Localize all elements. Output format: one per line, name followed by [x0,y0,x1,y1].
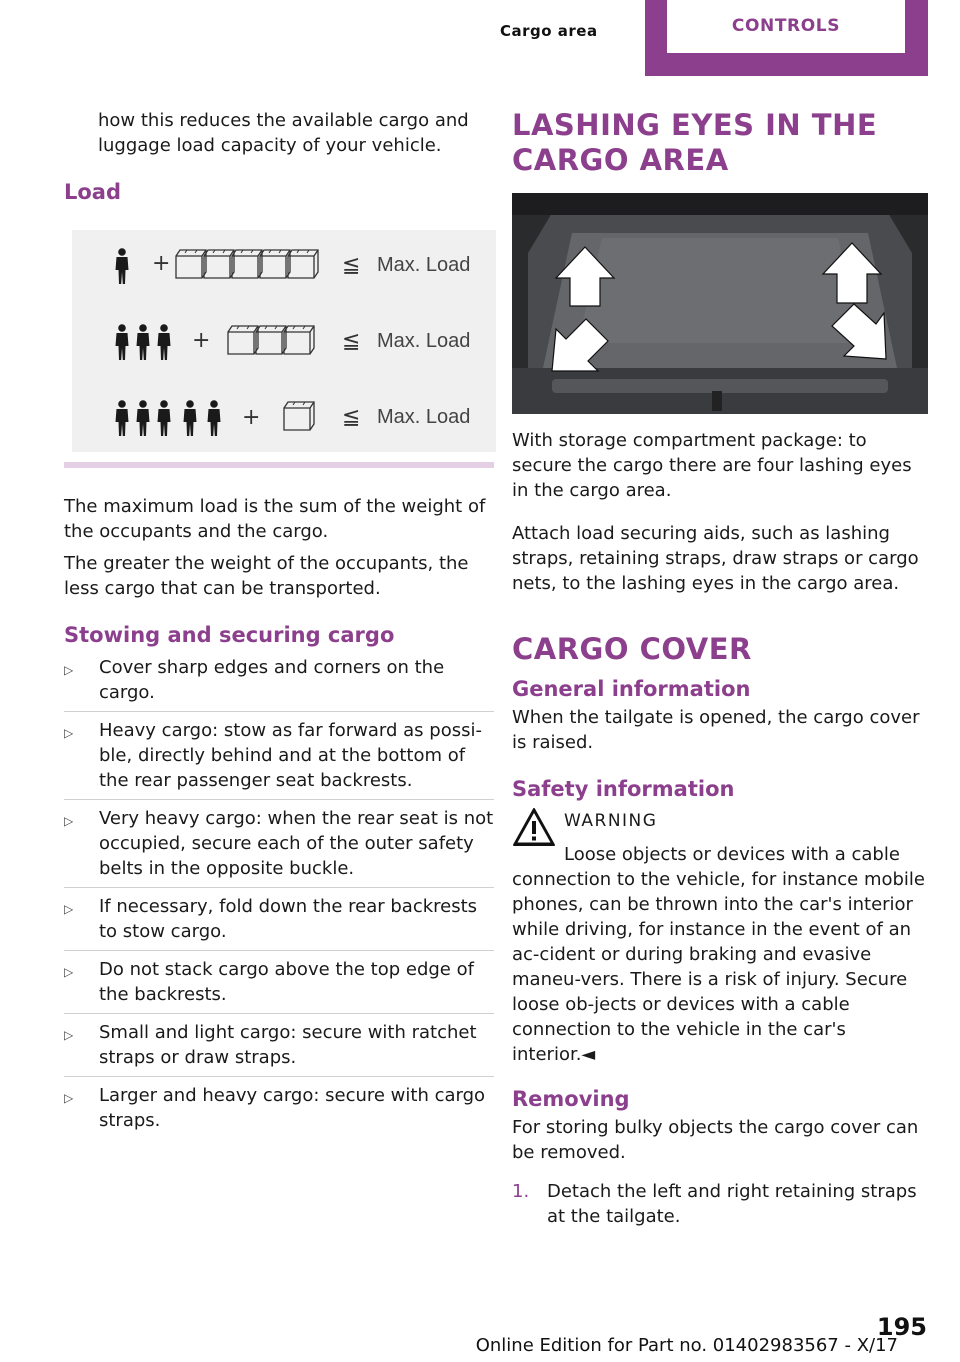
general-information-paragraph: When the tailgate is opened, the cargo cover is raised. [512,707,920,753]
triangle-bullet-icon: ▷ [64,726,74,740]
page-number: 195 [876,1313,927,1341]
warning-triangle-icon [512,807,556,847]
stowing-list [64,655,494,1139]
luggage-icon [232,250,262,278]
load-paragraph-2: The greater the weight of the occupants, the less cargo that can be transported. [64,553,469,599]
footer-edition: Online Edition for Part no. 01402983567 - X/17 [475,1335,898,1356]
svg-text:+: + [192,328,211,353]
row1-label: Max. Load [377,254,471,276]
row3-label: Max. Load [377,406,471,428]
warning-block [512,809,928,1067]
lashing-eyes-heading: LASHING EYES IN THE CARGO AREA [512,108,878,177]
person-icon [208,400,221,436]
triangle-bullet-icon: ▷ [64,663,74,677]
luggage-icon [284,326,314,354]
list-item: ▷ If necessary, fold down the rear backrests to stow cargo. [64,894,494,951]
person-icon [158,400,171,436]
max-load-diagram [72,230,496,452]
svg-text:+: + [152,251,171,276]
cargo-cover-heading: CARGO COVER [512,632,752,666]
stowing-heading: Stowing and securing cargo [64,623,395,647]
list-item: ▷ Heavy cargo: stow as far forward as possi‐ble, directly behind and at the bottom of the rear passenger seat backrests. [64,718,494,800]
header-chapter-tab [645,0,928,76]
warning-title: WARNING [564,811,658,831]
cargo-area-photo [512,193,928,414]
warning-text: Loose objects or devices with a cable connection to the vehicle, for instance mobile phones, can be thrown into the car's interior while driving, for instance in the event of an ac‐cident or during braking and evasive maneu‐vers. There is a risk of injury. Secure loose ob‐jects or devices with a cable connection to the vehicle in the car's interior.◄ [512,844,925,1065]
triangle-bullet-icon: ▷ [64,1028,74,1042]
row-2 [116,324,471,360]
left-column [64,108,494,1145]
step-number: 1. [512,1181,530,1202]
lashing-paragraph-2: Attach load securing aids, such as lashing straps, retaining straps, draw straps or cargo nets, to the lashing eyes in the cargo area. [512,523,919,594]
list-item: ▷ Larger and heavy cargo: secure with cargo straps. [64,1085,486,1131]
triangle-bullet-icon: ▷ [64,1091,74,1105]
svg-text:≦: ≦ [342,253,361,278]
header-section-tab: Cargo area [500,22,598,40]
figure-divider [64,462,494,468]
lashing-paragraph-1: With storage compartment package: to secure the cargo there are four lashing eyes in the cargo area. [512,430,912,501]
person-icon [116,400,129,436]
removing-paragraph: For storing bulky objects the cargo cover can be removed. [512,1117,919,1163]
luggage-icon [256,326,286,354]
triangle-bullet-icon: ▷ [64,902,74,916]
removing-steps [512,1179,928,1229]
safety-information-heading: Safety information [512,777,735,801]
svg-text:≦: ≦ [342,329,361,354]
person-icon [116,324,129,360]
person-icon [116,248,129,284]
luggage-icon [176,250,206,278]
luggage-icon [204,250,234,278]
row2-label: Max. Load [377,330,471,352]
max-load-figure [72,230,496,452]
person-icon [137,324,150,360]
triangle-bullet-icon: ▷ [64,814,74,828]
luggage-icon [228,326,258,354]
luggage-icon [288,250,318,278]
luggage-icon [284,402,314,430]
header-chapter-label: CONTROLS [667,0,905,53]
luggage-icon [260,250,290,278]
load-paragraph-1: The maximum load is the sum of the weight of the occupants and the cargo. [64,496,486,542]
list-item: 1. Detach the left and right retaining straps at the tailgate. [512,1181,917,1227]
svg-text:≦: ≦ [342,405,361,430]
person-icon [158,324,171,360]
list-item: ▷ Do not stack cargo above the top edge of the backrests. [64,957,494,1014]
person-icon [137,400,150,436]
triangle-bullet-icon: ▷ [64,965,74,979]
row-1 [116,248,471,284]
right-column [512,108,928,1229]
removing-heading: Removing [512,1087,630,1111]
list-item: ▷ Small and light cargo: secure with ratchet straps or draw straps. [64,1020,494,1077]
continued-paragraph: how this reduces the available cargo and luggage load capacity of your vehicle. [98,110,469,156]
list-item: ▷ Very heavy cargo: when the rear seat is not occupied, secure each of the outer safety belts in the opposite buckle. [64,806,494,888]
person-icon [184,400,197,436]
row-3 [116,400,471,436]
load-heading: Load [64,180,122,204]
svg-text:+: + [242,405,261,430]
list-item: ▷ Cover sharp edges and corners on the cargo. [64,655,494,712]
general-information-heading: General information [512,677,751,701]
